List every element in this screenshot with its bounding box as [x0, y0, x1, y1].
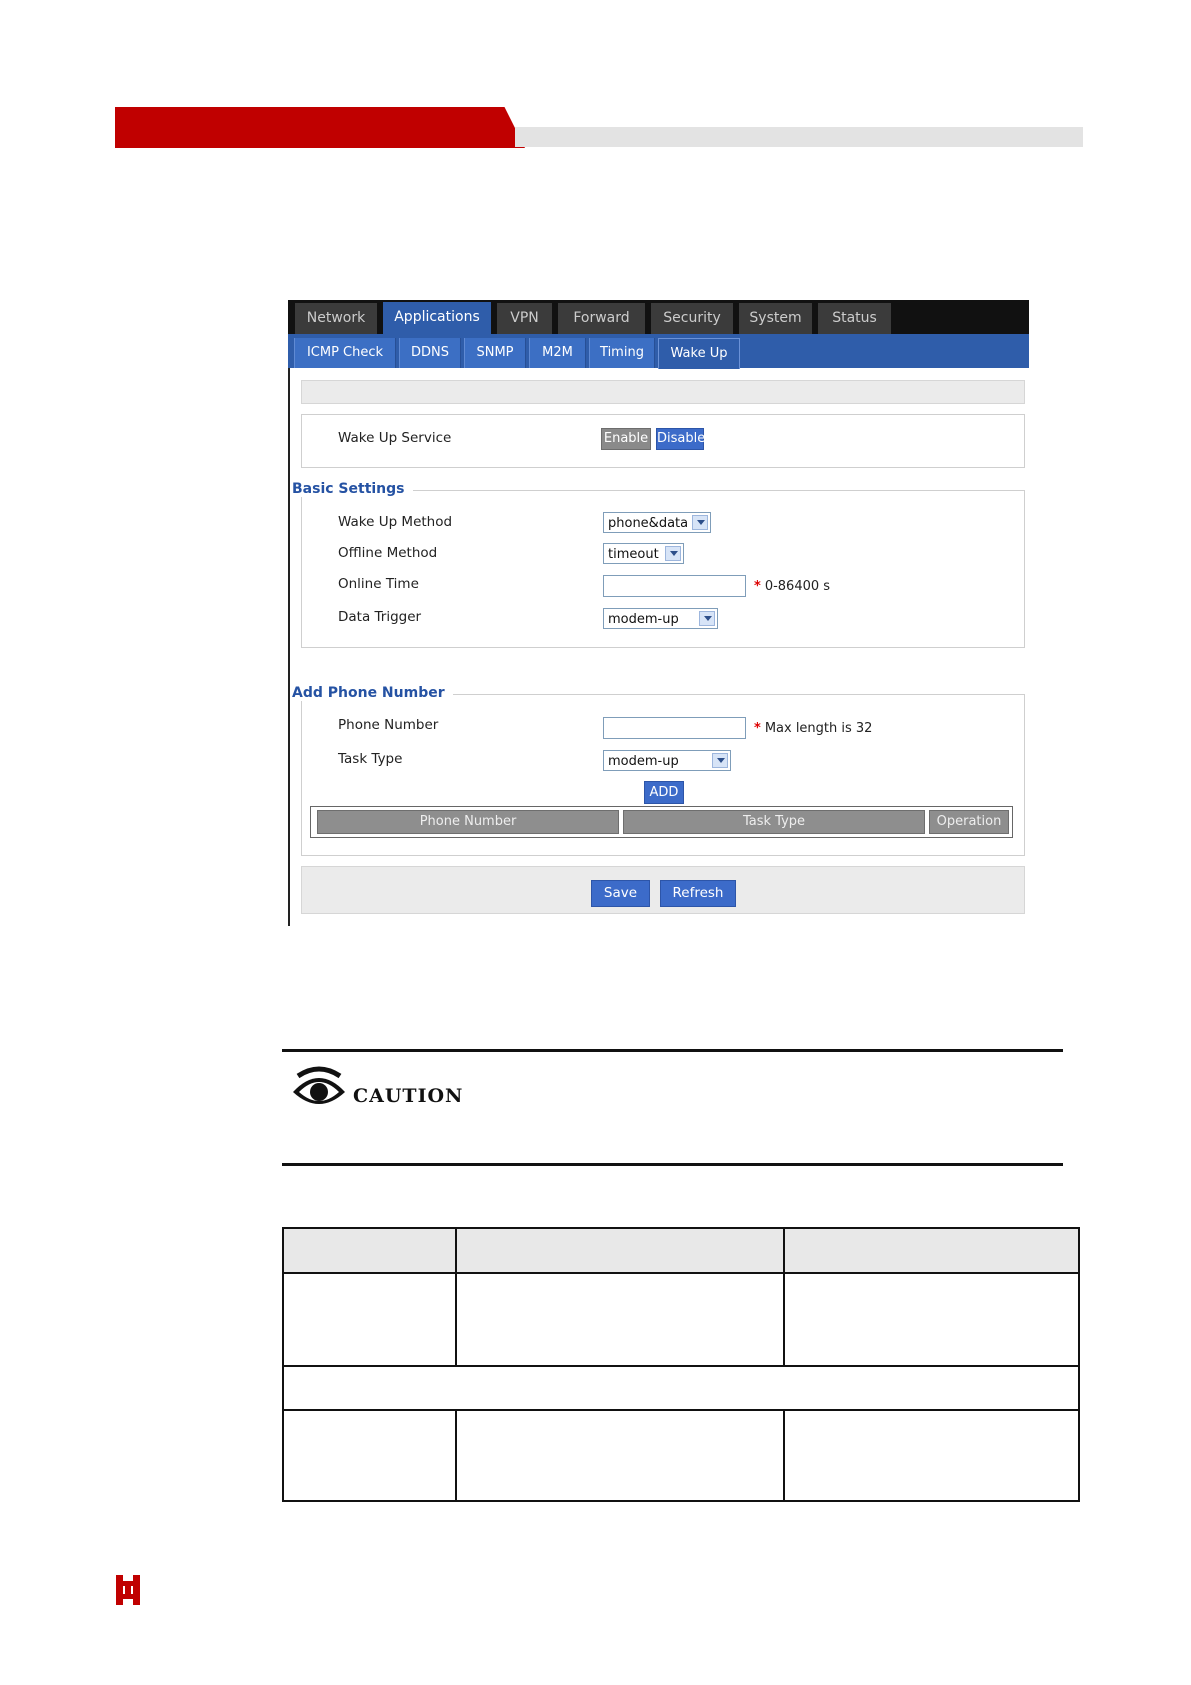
parameter-table [282, 1227, 1080, 1502]
table-divider [284, 1365, 1078, 1367]
caution-top-rule [282, 1049, 1063, 1052]
header-banner-red [115, 107, 525, 148]
online-time-input[interactable] [603, 575, 746, 597]
brand-logo-icon [115, 1573, 141, 1607]
online-time-label: Online Time [338, 576, 419, 592]
subtab-snmp[interactable]: SNMP [464, 338, 526, 368]
offline-method-label: Offline Method [338, 545, 438, 561]
phone-number-hint-text: Max length is 32 [764, 721, 873, 736]
wake-up-method-select[interactable] [603, 512, 711, 533]
parameter-table-header-row [284, 1229, 1078, 1272]
chevron-down-icon [692, 515, 708, 530]
caution-label: CAUTION [353, 1085, 464, 1107]
tab-security[interactable]: Security [651, 303, 733, 334]
table-column-divider [455, 1409, 457, 1500]
content-left-border [288, 368, 290, 926]
table-column-divider [783, 1409, 785, 1500]
subtab-wake-up[interactable]: Wake Up [658, 338, 740, 369]
subtab-ddns[interactable]: DDNS [399, 338, 461, 368]
content-top-bar [301, 380, 1025, 404]
table-column-divider [455, 1229, 457, 1365]
online-time-hint-text: 0-86400 s [764, 579, 831, 594]
tab-forward[interactable]: Forward [558, 303, 645, 334]
subtab-icmp-check[interactable]: ICMP Check [294, 338, 396, 368]
table-divider [284, 1409, 1078, 1411]
offline-method-select[interactable] [603, 543, 684, 564]
table-column-divider [783, 1229, 785, 1365]
required-marker: * [754, 579, 761, 594]
wake-up-method-value: phone&data [608, 516, 689, 531]
required-marker: * [754, 721, 761, 736]
enable-button[interactable]: Enable [601, 428, 651, 450]
wake-up-method-label: Wake Up Method [338, 514, 453, 530]
disable-button[interactable]: Disable [656, 428, 704, 450]
header-banner-gray [515, 127, 1083, 147]
task-type-select[interactable] [603, 750, 731, 771]
wake-up-service-label: Wake Up Service [338, 430, 452, 446]
phone-table-header [310, 806, 1013, 838]
caution-bottom-rule [282, 1163, 1063, 1166]
table-divider [284, 1272, 1078, 1274]
phone-number-label: Phone Number [338, 717, 439, 733]
task-type-value: modem-up [608, 754, 679, 769]
tab-vpn[interactable]: VPN [497, 303, 552, 334]
subtab-timing[interactable]: Timing [589, 338, 655, 368]
task-type-label: Task Type [338, 751, 403, 767]
basic-settings-legend: Basic Settings [292, 481, 413, 497]
refresh-button[interactable]: Refresh [660, 880, 736, 907]
tab-system[interactable]: System [739, 303, 812, 334]
column-phone-number: Phone Number [317, 810, 619, 834]
column-operation: Operation [929, 810, 1009, 834]
sub-tab-bar [288, 334, 1029, 368]
offline-method-value: timeout [608, 547, 659, 562]
add-button[interactable]: ADD [644, 781, 684, 804]
data-trigger-value: modem-up [608, 612, 679, 627]
tab-network[interactable]: Network [295, 303, 377, 334]
save-button[interactable]: Save [591, 880, 650, 907]
column-task-type: Task Type [623, 810, 925, 834]
chevron-down-icon [699, 611, 715, 626]
data-trigger-label: Data Trigger [338, 609, 422, 625]
phone-number-input[interactable] [603, 717, 746, 739]
online-time-hint [754, 579, 830, 594]
subtab-m2m[interactable]: M2M [529, 338, 586, 368]
phone-number-hint [754, 721, 872, 736]
data-trigger-select[interactable] [603, 608, 718, 629]
chevron-down-icon [665, 546, 681, 561]
chevron-down-icon [712, 753, 728, 768]
tab-applications[interactable]: Applications [383, 302, 491, 334]
main-tab-bar [288, 300, 1029, 334]
add-phone-legend: Add Phone Number [292, 685, 453, 701]
tab-status[interactable]: Status [818, 303, 891, 334]
eye-icon [290, 1066, 348, 1114]
